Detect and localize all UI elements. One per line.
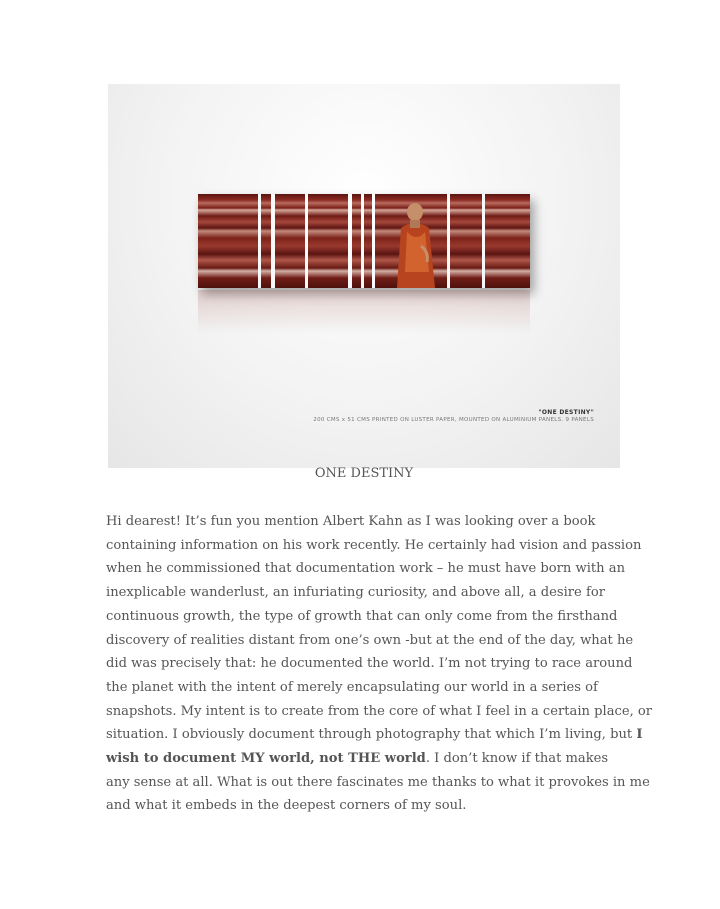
paragraph-line — [106, 723, 643, 747]
panel-reflection — [198, 290, 530, 334]
paragraph-line: containing information on his work recently. He certainly had vision and passion — [106, 537, 642, 553]
paragraph-line: snapshots. My intent is to create from the core of what I feel in a certain place, or — [106, 703, 653, 719]
paragraph-line — [106, 747, 618, 771]
panel-3 — [275, 194, 305, 288]
paragraph-line: continuous growth, the type of growth that can only come from the firsthand — [106, 608, 618, 624]
panel-8 — [450, 194, 482, 288]
artwork-title-label: "ONE DESTINY" — [538, 409, 594, 416]
panel-2 — [261, 194, 271, 288]
artwork-photo — [108, 84, 620, 468]
paragraph-line: any sense at all. What is out there fascinates me thanks to what it provokes in me — [106, 774, 650, 790]
artwork-details-label: 200 CMS x 51 CMS PRINTED ON LUSTER PAPER, MOUNTED ON ALUMINIUM PANELS. 9 PANELS — [313, 417, 594, 423]
article-paragraph — [106, 510, 653, 818]
paragraph-line: the planet with the intent of merely encapsulating our world in a series of — [106, 679, 598, 695]
paragraph-line: discovery of realities distant from one’s own -but at the end of the day, what he — [106, 632, 634, 648]
emphasis-text: wish to document MY world, not THE world — [106, 751, 426, 767]
paragraph-line: inexplicable wanderlust, an infuriating curiosity, and above all, a desire for — [106, 585, 605, 601]
paragraph-line: and what it embeds in the deepest corners of my soul. — [106, 798, 467, 814]
emphasis-text: I — [636, 727, 643, 743]
paragraph-text: . I don’t know if that makes — [425, 751, 609, 767]
panel-1 — [198, 194, 258, 288]
paragraph-text: situation. I obviously document through photography that which I’m living, but — [106, 727, 637, 743]
panel-6 — [364, 194, 372, 288]
paragraph-line: did was precisely that: he documented the world. I’m not trying to race around — [106, 656, 633, 672]
panel-9 — [485, 194, 530, 288]
artwork-panels — [198, 194, 530, 288]
paragraph-line: when he commissioned that documentation work – he must have born with an — [106, 561, 625, 577]
paragraph-line: Hi dearest! It’s fun you mention Albert Kahn as I was looking over a book — [106, 514, 596, 529]
panel-5 — [352, 194, 361, 288]
panel-4 — [308, 194, 348, 288]
monk-figure — [395, 202, 439, 288]
panel-7 — [375, 194, 447, 288]
figure-caption: ONE DESTINY — [314, 466, 414, 481]
